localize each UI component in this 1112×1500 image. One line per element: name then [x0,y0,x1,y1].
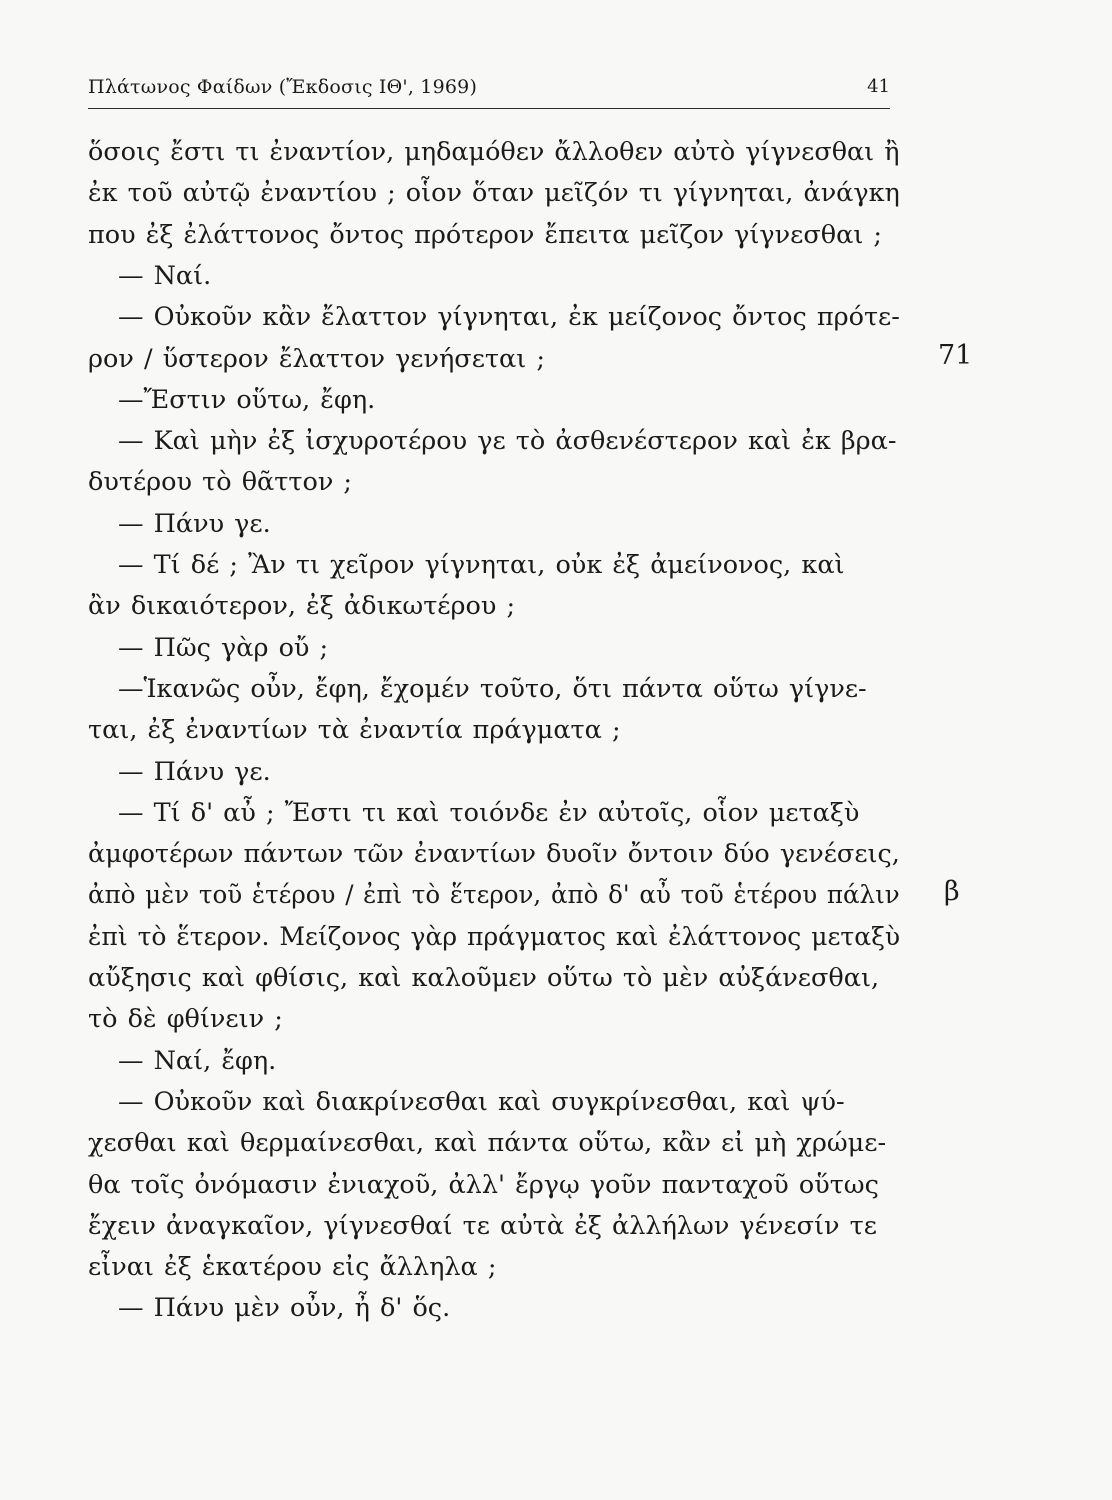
text-line: ἐπὶ τὸ ἕτερον. Μείζονος γὰρ πράγματος καὶ ἐλάττονος μεταξὺ [88,921,901,952]
text-line: — Οὐκοῦν καὶ διακρίνεσθαι καὶ συγκρίνεσθαι, καὶ ψύ- [118,1086,845,1117]
text-line: ὅσοις ἔστι τι ἐναντίον, μηδαμόθεν ἄλλοθεν αὐτὸ γίγνεσθαι ἢ [88,137,900,167]
text-line: — Πάνυ γε. [118,756,271,787]
text-line: τὸ δὲ φθίνειν ; [88,1004,283,1035]
text-line: ἐκ τοῦ αὐτῷ ἐναντίου ; οἷον ὅταν μεῖζόν τι γίγνηται, ἀνάγκη [88,178,900,209]
running-header [88,74,890,109]
text-line: ἂν δικαιότερον, ἐξ ἀδικωτέρου ; [88,591,516,622]
text-line: που ἐξ ἐλάττονος ὄντος πρότερον ἔπειτα μεῖζον γίγνεσθαι ; [88,219,883,250]
text-line: δυτέρου τὸ θᾶττον ; [88,467,353,498]
text-line: αὔξησις καὶ φθίσις, καὶ καλοῦμεν οὕτω τὸ μὲν αὐξάνεσθαι, [88,963,880,993]
text-line: εἶναι ἐξ ἑκατέρου εἰς ἄλληλα ; [88,1252,497,1283]
text-line: — Πάνυ γε. [118,508,271,539]
text-line: — Ναί, ἔφη. [118,1045,277,1076]
text-line: — Τί δ' αὖ ; Ἔστι τι καὶ τοιόνδε ἐν αὐτοῖς, οἷον μεταξὺ [118,797,860,828]
text-line: θα τοῖς ὀνόμασιν ἐνιαχοῦ, ἀλλ' ἔργῳ γοῦν πανταχοῦ οὕτως [88,1169,879,1200]
text-line: χεσθαι καὶ θερμαίνεσθαι, καὶ πάντα οὕτω, κἂν εἰ μὴ χρώμε- [88,1128,887,1159]
text-line: — Οὐκοῦν κἂν ἔλαττον γίγνηται, ἐκ μείζονος ὄντος πρότε- [118,302,900,333]
text-line: ρον / ὕστερον ἔλαττον γενήσεται ; [88,343,545,374]
header-title: Πλάτωνος Φαίδων (Ἔκδοσις ΙΘ', 1969) [88,76,478,98]
text-line: ται, ἐξ ἐναντίων τὰ ἐναντία πράγματα ; [88,715,621,746]
text-line: — Καὶ μὴν ἐξ ἰσχυροτέρου γε τὸ ἀσθενέστερον καὶ ἐκ βρα- [118,426,897,457]
text-line: ἀμφοτέρων πάντων τῶν ἐναντίων δυοῖν ὄντοιν δύο γενέσεις, [88,839,900,870]
stephanus-marker: β [944,876,960,908]
stephanus-marker: 71 [938,339,973,371]
text-line: ἔχειν ἀναγκαῖον, γίγνεσθαί τε αὐτὰ ἐξ ἀλλήλων γένεσίν τε [88,1210,877,1241]
text-line: — Ναί. [118,260,212,291]
text-line: —Ἱκανῶς οὖν, ἔφη, ἔχομέν τοῦτο, ὅτι πάντα οὕτω γίγνε- [118,673,867,704]
text-line: — Τί δέ ; Ἂν τι χεῖρον γίγνηται, οὐκ ἐξ ἀμείνονος, καὶ [118,550,845,580]
text-line: —Ἔστιν οὕτω, ἔφη. [118,384,376,415]
text-line: — Πάνυ μὲν οὖν, ἦ δ' ὅς. [118,1293,451,1324]
page-number: 41 [867,76,890,97]
text-line: ἀπὸ μὲν τοῦ ἑτέρου / ἐπὶ τὸ ἕτερον, ἀπὸ δ' αὖ τοῦ ἑτέρου πάλιν [88,880,900,911]
text-line: — Πῶς γὰρ οὔ ; [118,632,329,663]
